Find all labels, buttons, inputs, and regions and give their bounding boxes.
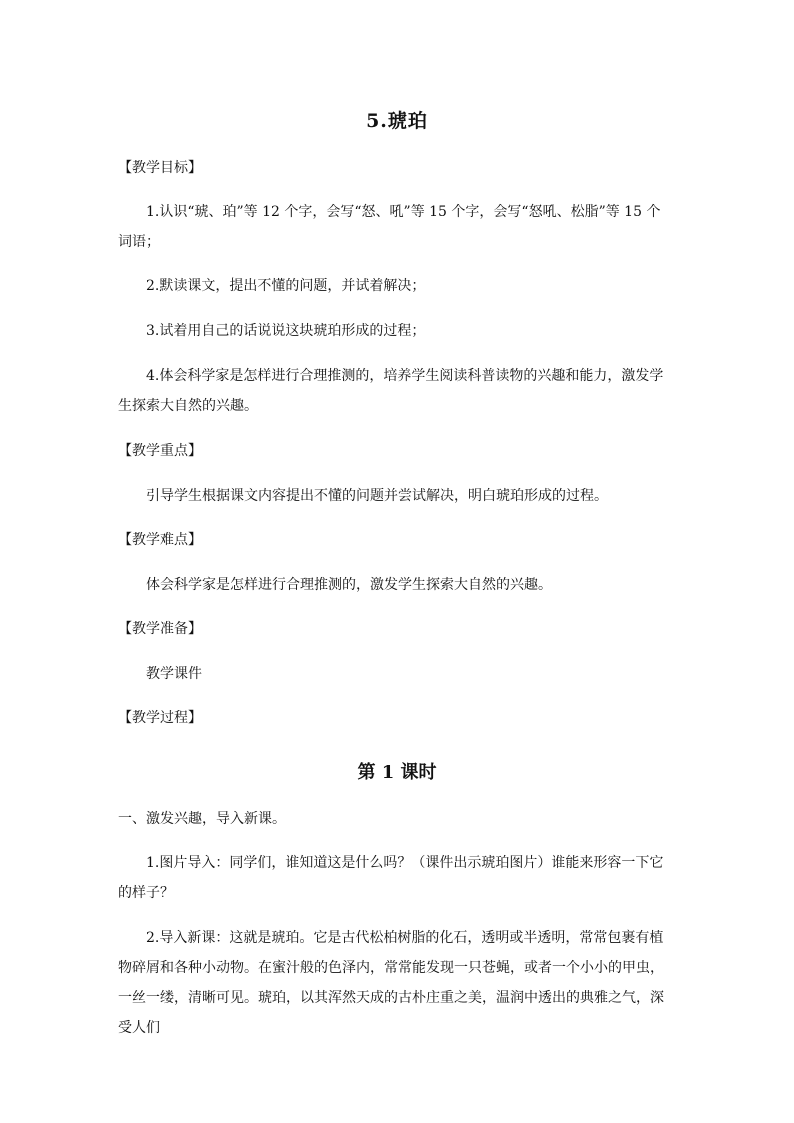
process-heading: 【教学过程】 [118,710,202,726]
preparation-text: 教学课件 [146,666,202,682]
goal-item-3: 3.试着用自己的话说说这块琥珀形成的过程； [146,323,426,339]
step1-item-1: 1.图片导入：同学们，谁知道这是什么吗？（课件出示琥珀图片）谁能来形容一下它的样子？ [118,855,664,901]
step1-heading: 一、激发兴趣，导入新课。 [118,811,286,827]
difficulties-heading: 【教学难点】 [118,532,202,548]
lesson-title: 第 1 课时 [357,762,437,783]
key-points-text: 引导学生根据课文内容提出不懂的问题并尝试解决，明白琥珀形成的过程。 [146,488,608,504]
goal-item-4: 4.体会科学家是怎样进行合理推测的，培养学生阅读科普读物的兴趣和能力，激发学生探索大自然的兴趣。 [118,368,664,414]
preparation-heading: 【教学准备】 [118,621,202,637]
difficulties-text: 体会科学家是怎样进行合理推测的，激发学生探索大自然的兴趣。 [146,577,552,593]
goal-item-1: 1.认识“琥、珀”等 12 个字，会写“怒、吼”等 15 个字，会写“怒吼、松脂”等 15 个词语； [118,204,661,250]
document-title: 5.琥珀 [366,110,428,132]
step1-item-2: 2.导入新课：这就是琥珀。它是古代松柏树脂的化石，透明或半透明，常常包裹有植物碎屑和各种小动物。在蜜汁般的色泽内，常常能发现一只苍蝇，或者一个小小的甲虫，一丝一缕，清晰可见。琥珀，以其浑然天成的古朴庄重之美，温润中透出的典雅之气，深受人们 [118,930,664,1036]
key-points-heading: 【教学重点】 [118,443,202,459]
goal-item-2: 2.默读课文，提出不懂的问题，并试着解决； [146,278,426,294]
goals-heading: 【教学目标】 [118,160,202,176]
